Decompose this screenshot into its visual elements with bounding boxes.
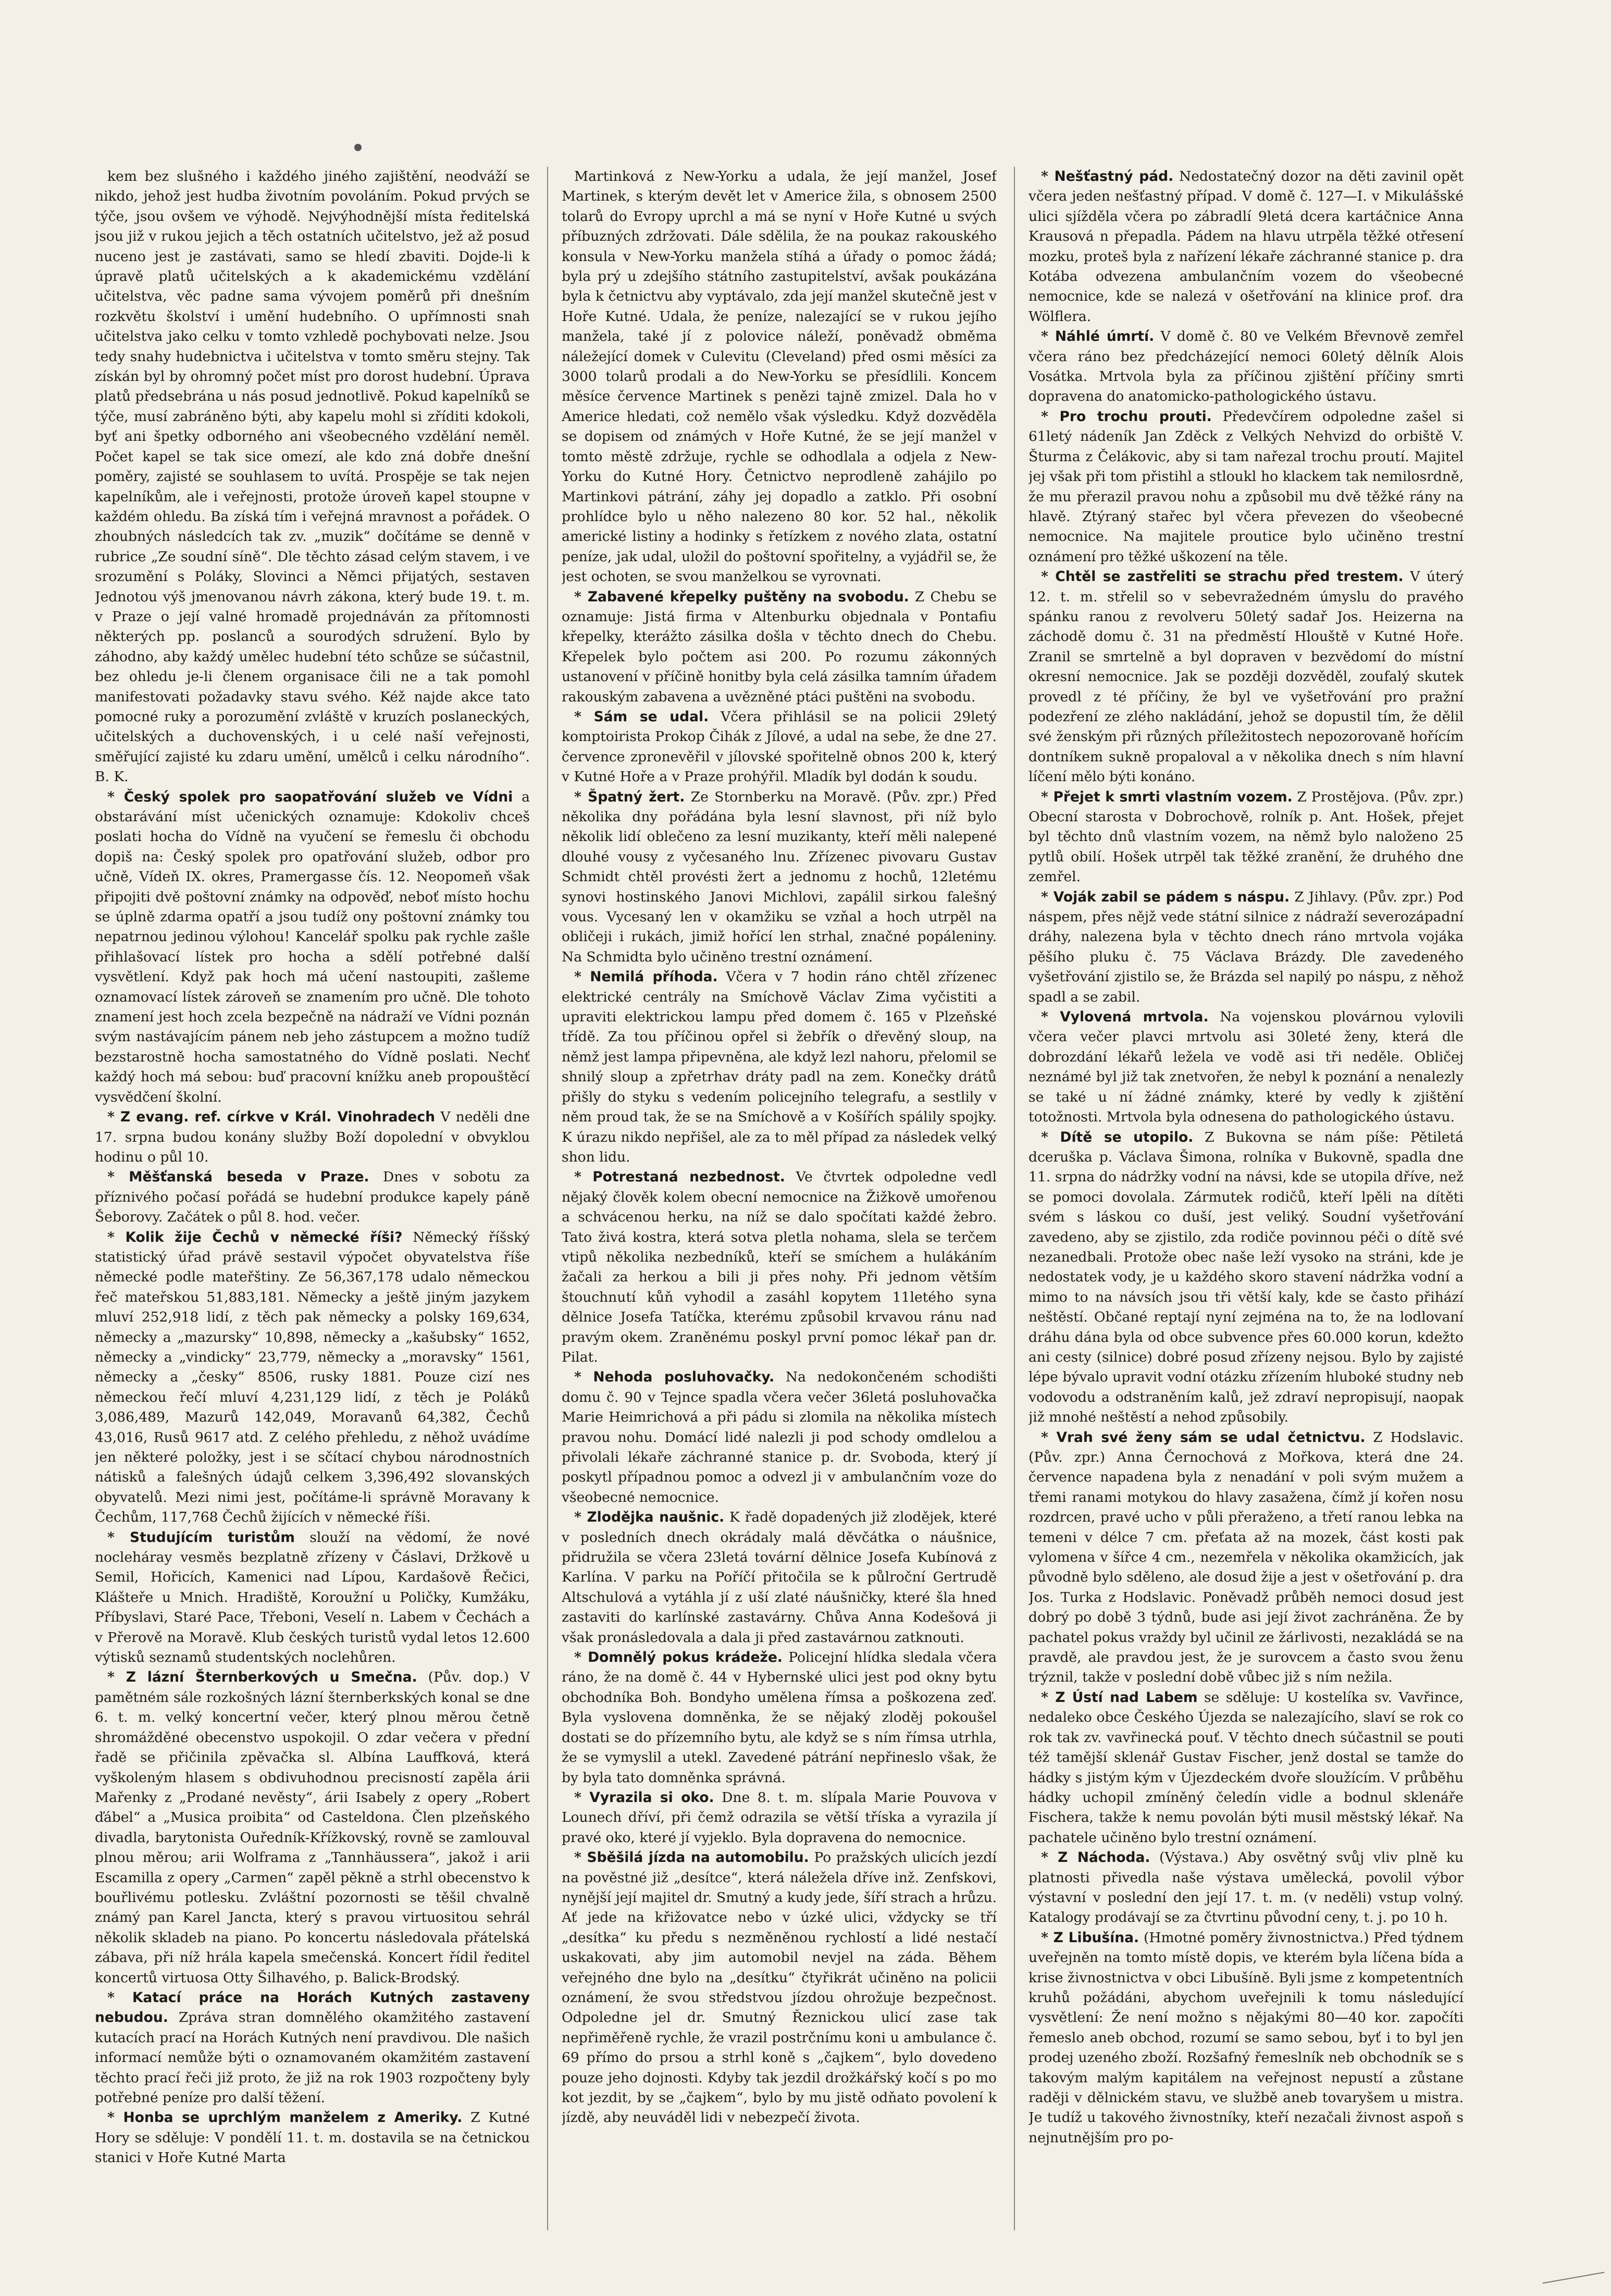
article — [1028, 167, 1464, 327]
article-heading: Voják zabil se pádem s náspu. — [1053, 888, 1290, 905]
article — [95, 1668, 530, 1988]
asterisk-icon: * — [1041, 1689, 1056, 1706]
article-heading: Z evang. ref. církve v Král. Vinohradech — [120, 1109, 435, 1126]
article-text: Z Jihlavy. (Pův. zpr.) Pod náspem, přes nějž vede státní silnice z nádraží severozápadní dráhy, nalezena byla v těchto dnech ráno mrtvola vojáka pěšího pluku č. 75 Václava Brázdy. Dle zavedeného vyšetřování zjistilo se, že Brázda sel napilý po náspu, z něhož spadl a se zabil. — [1028, 888, 1464, 1005]
article-heading: Měšťanská beseda v Praze. — [129, 1169, 369, 1186]
asterisk-icon: * — [574, 969, 590, 985]
article — [1028, 1007, 1464, 1127]
article-text: Předevčírem odpoledne zašel si 61letý nádeník Jan Zděck z Velkých Nehvizd do orbiště V. Šturma z Čelákovic, aby si tam nařezal trochu proutí. Majitel jej však při tom přistihl a stloukl ho klackem tak nemilosrdně, že mu přerazil pravou nohu a způsobil mu dvě těžké rány na hlavě. Ztýraný stařec byl včera převezen do všeobecné nemocnice. Na majitele proutice bylo učiněno trestní oznámení pro těžké uškození na těle. — [1028, 408, 1464, 565]
article-heading: Domnělý pokus krádeže. — [588, 1649, 783, 1666]
article — [1028, 567, 1464, 787]
article — [1028, 1128, 1464, 1428]
article-text: (Hmotné poměry živnostnictva.) Před týdnem uveřejněn na tomto místě dopis, ve kterém byla líčena bída a krise živnostnictva v obci Libušíně. Byli jsme z kompetentních kruhů požádáni, abychom uveřejnili k tomu následující vysvětlení: Že není možno s nějakými 80—40 kor. započíti řemeslo aneb obchod, rozumí se samo sebou, byť i to byl jen prodej uzeného zboží. Rozšafný řemeslník neb obchodník se s takovým malým kapitálem na veřejnost nepustí a zůstane raději v dělnickém stavu, ve službě aneb tovaryšem u mistra. Je tudíž u takového živnostníky, kteří nezačali živnost aspoň s nejnutnějším pro po- — [1028, 1929, 1464, 2146]
asterisk-icon: * — [107, 2109, 123, 2126]
article-text: Policejní hlídka sledala včera ráno, že na domě č. 44 v Hybernské ulici jest pod okny bytu obchodníka Boh. Bondyho umělena římsa a poškozena zeď. Byla vyslovena domněnka, že se nějaký zloděj pokoušel dostati se do přízemního bytu, ale když se s ním římsa utrhla, že se vymyslil a utekl. Zavedené pátrání nepřineslo však, že by byla tato domněnka správná. — [562, 1649, 997, 1786]
article — [1028, 1688, 1464, 1848]
article-heading: Honba se uprchlým manželem z Ameriky. — [123, 2109, 463, 2126]
article-heading: Studujícím turistům — [130, 1529, 295, 1546]
asterisk-icon: * — [574, 788, 588, 805]
asterisk-icon: * — [1041, 888, 1054, 905]
asterisk-icon: * — [1041, 569, 1056, 585]
article-heading: Náhlé úmrtí. — [1055, 328, 1155, 345]
asterisk-icon: * — [1041, 328, 1055, 345]
article — [562, 1367, 997, 1508]
article-text: Na vojenskou plovárnou vylovili včera večer plavci mrtvolu asi 30leté ženy, která dle dobrozdání lékařů ležela ve vodě asi tři neděle. Obličej neznámé byl již tak znetvořen, že nebyl k poznání a nenalezly se také u ní žádné známky, které by vedly k zjištění totožnosti. Mrtvola byla odnesena do pathologického ústavu. — [1028, 1009, 1464, 1126]
column-2 — [562, 167, 997, 2230]
article — [562, 967, 997, 1167]
asterisk-icon: * — [1041, 788, 1054, 805]
article-text: kem bez slušného i každého jiného zajištění, neodváží se nikdo, jehož jest hudba životním povoláním. Pokud prvých se týče, jsou ovšem ve výhodě. Nejvýhodnější místa ředitelská jsou již v rukou jejich a těch ostatních učitelstvo, jež až posud nuceno jest je zastávati, samo se hledí zbaviti. Dojde-li k úpravě platů učitelských a k akademickému vzdělání učitelstva, věc padne sama vývojem poměrů při dnešním rozkvětu školství i umění hudebního. O upřímnosti snah učitelstva jako celku v tomto vzhledě pochybovati nelze. Jsou tedy snahy hudebnictva i učitelstva v tomto směru stejny. Tak získán byl by ohromný počet míst pro dorost hudební. Úprava platů předsebrána u nás posud jednotlivě. Pokud kapelníků se týče, musí zabráněno býti, aby kapelu mohl si zříditi kdokoli, byť ani špetky odborného ani všeobecného vzdělání neměl. Počet kapel se tak sice omezí, ale kdo zná dobře dnešní poměry, zajisté se souhlasem to uvítá. Prospěje se tak nejen kapelníkům, ale i veřejnosti, protože úroveň kapel stoupne v každém ohledu. Ba získá tím i veřejná mravnost a pořádek. O zhoubných následcích tak zv. „muzik“ dočítáme se denně v rubrice „Ze soudní síně“. Dle těchto zásad celým stavem, i ve srozumění s Poláky, Slovinci a Němci přijatých, sestaven Jednotou výš jmenovanou návrh zákona, který bude 19. t. m. v Praze o její valné hromadě projednáván za přítomnosti některých pp. poslanců a sourodých sdružení. Bylo by záhodno, aby každý umělec hudební této schůze se súčastnil, bez ohledu je-li členem organisace čili ne a tak pomohl manifestovati požadavky stavu svého. Kéž najde akce tato pomocné ruky a porozumění zvláště v kruzích poslaneckých, učitelských a duchovenských, i u celé naší veřejnosti, směřující zajisté ku zdaru umění, umělců i celku národního“. B. K. — [95, 168, 530, 785]
asterisk-icon: * — [107, 788, 124, 805]
article-heading: Chtěl se zastřeliti se strachu před trestem. — [1055, 569, 1404, 585]
article-text: Z Kutné Hory se sděluje: V pondělí 11. t. m. dostavila se na četnickou stanici v Hoře Kutné Marta — [95, 2109, 530, 2166]
article-text: Na nedokončeném schodišti domu č. 90 v Tejnce spadla včera večer 36letá posluhovačka Marie Heimrichová a při pádu si zlomila na několika místech pravou nohu. Domácí lidé nalezli ji pod schody omdlelou a přivolali lékaře záchranné stanice p. dr. Svoboda, který jí poskytl případnou pomoc a odvezl ji v ambulančním voze do všeobecné nemocnice. — [562, 1369, 997, 1505]
article — [562, 587, 997, 707]
article-text: Po pražských ulicích jezdí na pověstné již „desítce“, která náležela dříve inž. Zenfskovi, nynější její majitel dr. Smutný a kudy jede, šíří strach a hrůzu. Ať jede na křižovatce nebo v úzké ulici, vždycky se tří „desítka“ ku předu s nezměněnou rychlostí a lidé nestačí uskakovati, aby jim automobil nevjel na záda. Během veřejného dne bylo na „desítku“ čtyřikrát učiněno na policii oznámení, že svou středstvou jízdou ohrožuje bezpečnost. Odpoledne jel dr. Smutný Řeznickou ulicí zase tak nepřiměřeně rychle, že vrazil postrčnímu koni u ambulance č. 69 přímo do prsou a strhl koně s „čajkem“, bylo dovedeno pouze jeho dojnosti. Kdyby tak jezdil drožkářský kočí s po mo kot jezdit, by se „čajkem“, bylo by mu jistě odňato povolení k jízdě, aby neuváděl lidi v nebezpečí života. — [562, 1849, 997, 2126]
article — [95, 1988, 530, 2108]
column-3 — [1028, 167, 1464, 2230]
article-text: (Pův. dop.) V pamětném sále rozkošných lázní šternberkských konal se dne 6. t. m. velký koncertní večer, který plnou měrou četně shromážděné obecenstvo uspokojil. O zdar večera v přední řadě se přičinila zpěvačka sl. Albína Lauffková, která vyškoleným hlasem s obdivuhodnou precisností zapěla árii Mařenky z „Prodané nevěsty“, árii Isabely z opery „Robert ďábel“ a „Musica proibita“ od Casteldona. Člen plzeňského divadla, barytonista Ouředník-Křížkovský, rovně se zamlouval plnou měrou; arii Wolframa z „Tannhäussera“, jakož i arii Escamilla z opery „Carmen“ zapěl pěkně a strhl obecenstvo k bouřlivému potlesku. Zvláštní pozornosti se těšil chvalně známý pan Karel Jancta, který s pravou virtuositou sehrál několik skladeb na piano. Po koncertu následovala přátelská zábava, při níž hrála kapela smečenská. Koncert řídil ředitel koncertů virtuosa Otty Šilhavého, p. Balick-Brodský. — [95, 1669, 530, 1986]
asterisk-icon: * — [107, 1109, 120, 1126]
article-text: Včera v 7 hodin ráno chtěl zřízenec elektrické centrály na Smíchově Václav Zima vyčistiti a upraviti elektrickou lampu před domem č. 165 v Plzeňské třídě. Za tou příčinou opřel si žebřík o dřevěný sloup, na němž jest lampa připevněna, ale když lezl nahoru, přelomil se shnilý sloup a zpřetrhav dráty padl na zem. Konečky drátů přišly do styku s vedením policejního telegrafu, a sestlily v něm proud tak, že se na Smíchově a v Košířích spálily spojky. K úrazu nikdo nepřišel, ale za to měl případ za následek velký shon lidu. — [562, 969, 997, 1165]
article — [1028, 887, 1464, 1007]
article — [95, 2108, 530, 2168]
article-text: a obstarávání míst učenických oznamuje: Kdokoliv chceš poslati hocha do Vídně na vyučení se řemeslu či obchodu dopiš na: Český spolek pro opatřování služeb, odbor pro učně, Vídeň IX. okres, Pramergasse čís. 12. Neopomeň však připojiti dvě poštovní známky na odpověď, neboť místo hochu se úplně zdarma opatří a jsou tudíž ony poštovní známky tou nepatrnou jedinou výlohou! Kancelář spolku pak rychle zašle přihlašovací lístek pro hocha a sdělí potřebné další vysvětlení. Když pak hoch má učení nastoupiti, zašleme oznamovací lístek zároveň se znamením pro učně. Dle tohoto znamení jest hoch zcela bezpečně na nádraží ve Vídni poznán svým nastávajícím pánem neb jeho zástupcem a možno tudíž bezstarostně hocha samostatného do Vídně poslati. Nechť každý hoch má sebou: buď pracovní knížku aneb propouštěcí vysvědčení školní. — [95, 788, 530, 1105]
article-heading: Sběšilá jízda na automobilu. — [587, 1849, 809, 1866]
article — [1028, 787, 1464, 887]
article — [95, 1228, 530, 1528]
article-text: Z Hodslavic. (Pův. zpr.) Anna Černochová z Mořkova, která dne 24. července napadena byla z nenadání v poli svým mužem a třemi ranami motykou do hlavy zasažena, čímž jí kořen nosu rozdrcen, pravé ucho v půli přeraženo, a třetí ranou lebka na temeni v délce 7 cm. přeťata až na mozek, část kosti pak vylomena v šířce 4 cm., nezemřela v několika okamžicích, jak původně bylo sděleno, ale dosud žije a jest v ošetřování p. dra Jos. Turka z Hodslavic. Poněvadž průběh nemoci dosud jest dobrý po době 3 týdnů, bude asi její život zachráněna. Že by pachatel pokus vraždy byl učinil ze žárlivosti, nezakládá se na pravdě, ale pravdou jest, že je surovcem a často svou ženu trýznil, takže v poslední době vůbec již s ním nežila. — [1028, 1429, 1464, 1686]
article-text: Zpráva stran domnělého okamžitého zastavení kutacích prací na Horách Kutných není pravdivou. Dle našich informací nemůže býti o oznamovaném okamžitém zastavení těchto prací řeči již proto, že již na rok 1903 rozpočteny byly potřebné peníze pro další těžení. — [95, 2009, 530, 2106]
article-heading: Český spolek pro saopatřování služeb ve Vídni — [123, 788, 513, 805]
asterisk-icon: * — [574, 588, 588, 605]
article — [562, 787, 997, 968]
article-heading: Katací práce na Horách Kutných zastaveny nebudou. — [95, 1989, 530, 2026]
article-text: Z Chebu se oznamuje: Jistá firma v Altenburku objednala v Pontafiu křepelky, kterážto zásilka došla v těchto dnech do Chebu. Křepelek bylo počtem asi 200. Po rozumu zákonných ustanovení v příčině honitby byla celá zásilka tamním úřadem rakouským zabavena a uvězněné ptáci puštěni na svobodu. — [562, 588, 997, 705]
article-text: Z Bukovna se nám píše: Pětiletá dceruška p. Václava Šimona, rolníka v Bukovně, spadla dne 11. srpna do nádržky vodní na návsi, kde se utopila dříve, než se pomoci dovolala. Zármutek rodičů, kteří lpěli na dítěti svém s láskou co duší, jest veliký. Soudní vyšetřování zavedeno, aby se zjistilo, zda rodiče povinnou péči o dítě své nezanedbali. Protože obec naše leží vysoko na stráni, kde je nedostatek vody, je u každého skoro stavení nádržka vodní a mimo to na návsích jsou tři větší kaly, kde se často přihází neštěstí. Občané reptají nyní zejména na to, že na lodlovaní dráhu dána byla od obce subvence přes 60.000 korun, kdežto ani cesty (silnice) dobré posud zřízeny nejsou. Bylo by zajisté lépe bývalo upravit vodní otázku zřízením hluboké studny neb vodovodu a odstraněním kalů, jež zdraví nepropisují, naopak již mnohé neštěstí a nehod způsobily. — [1028, 1129, 1464, 1426]
column-divider — [547, 167, 548, 2230]
article-heading: Vylovená mrtvola. — [1060, 1009, 1209, 1026]
article — [1028, 1848, 1464, 1928]
article — [1028, 1928, 1464, 2148]
article — [95, 167, 530, 787]
article — [562, 707, 997, 787]
asterisk-icon: * — [574, 708, 594, 725]
page-corner-mark — [1543, 2272, 1605, 2284]
article — [95, 1167, 530, 1227]
article-heading: Nehoda posluhovačky. — [593, 1369, 775, 1386]
asterisk-icon: * — [574, 1369, 593, 1386]
article-text: Dne 8. t. m. slípala Marie Pouvova v Lounech dříví, při čemž odrazila se větší tříska a vyrazila jí pravé oko, které jí vyjeklo. Byla dopravena do nemocnice. — [562, 1789, 997, 1846]
asterisk-icon: * — [107, 1169, 129, 1186]
asterisk-icon: * — [107, 1229, 126, 1245]
article — [562, 1508, 997, 1648]
page-dot — [354, 144, 362, 151]
asterisk-icon: * — [574, 1849, 587, 1866]
asterisk-icon: * — [1041, 1429, 1057, 1446]
article-text: Ze Stornberku na Moravě. (Pův. zpr.) Před několika dny pořádána byla lesní slavnost, při níž bylo několik lidí oblečeno za lesní muzikanty, kteří měli nalepené dlouhé vousy z vyčesaného lnu. Zřízenec pivovaru Gustav Schmidt chtěl provésti žert a jednomu z hochů, 12letému synovi hostinského Janovi Michlovi, zapálil sirkou falešný vous. Vycesaný len v okamžiku se vzňal a hoch utrpěl na obličeji i rukách, jimiž hořící len strhal, značné popáleniny. Na Schmidta bylo učiněno trestní oznámení. — [562, 788, 997, 965]
article-heading: Z Ústí nad Labem — [1055, 1689, 1198, 1706]
article-text: (Výstava.) Aby osvětný svůj vliv plně ku platnosti přivedla naše výstava umělecká, povolil výbor výstavní v poslední den její 17. t. m. (v neděli) vstup volný. Katalogy prodávají se za čtvrtinu původní ceny, t. j. po 10 h. — [1028, 1849, 1464, 1926]
asterisk-icon: * — [1041, 1929, 1054, 1946]
article-text: Ve čtvrtek odpoledne vedl nějaký člověk kolem obecní nemocnice na Žižkově umořenou a schvácenou herku, na níž se dalo spočítati každé žebro. Tato živá kostra, která sotva pletla nohama, slela se terčem vtipů několika nezbedníků, kteří se smíchem a hulákáním žačali za herkou a bili ji přes nohy. Při jednom větším štouchnutí kůň vyhodil a zasáhl kopytem 11letého syna dělnice Josefa Tatíčka, kterému způsobil krvavou ránu nad pravým okem. Zraněnému poskyl první pomoc lékař pan dr. Pilat. — [562, 1169, 997, 1365]
article-heading: Špatný žert. — [588, 788, 685, 805]
asterisk-icon: * — [107, 1989, 132, 2006]
asterisk-icon: * — [1041, 1849, 1058, 1866]
article — [562, 1848, 997, 2128]
article-heading: Kolik žije Čechů v německé říši? — [125, 1229, 403, 1245]
article-heading: Přejet k smrti vlastním vozem. — [1053, 788, 1293, 805]
article — [562, 1648, 997, 1788]
asterisk-icon: * — [574, 1649, 588, 1666]
article-heading: Potrestaná nezbednost. — [592, 1169, 785, 1186]
article-text: se sděluje: U kostelíka sv. Vavřince, nedaleko obce Českého Újezda se nalezajícího, slaví se rok co rok tak zv. vavřinecká pouť. V těchto dnech súčastnil se pouti též tamější sklenář Gustav Fischer, jenž dostal se tamže do hádky s jistým kým v Újezdeckém dvoře sloužícím. V průběhu hádky uchopil zmíněný čeledín vidle a bodnul sklenáře Fischera, takže k nemu povolán býti musil městský lékař. Na pachatele učiněno bylo trestní oznámení. — [1028, 1689, 1464, 1846]
article-heading: Vrah své ženy sám se udal četnictvu. — [1056, 1429, 1366, 1446]
article-text: Nedostatečný dozor na děti zavinil opět včera jeden nešťastný případ. V domě č. 127—I. v Mikulášské ulici sjíždělа včera po zábradlí 9letá dcera kartáčnice Anna Krausová n přepadla. Pádem na hlavu utrpěla těžké otřesení mozku, proteš byla z nařízení lékaře záchranné stanice p. dra Kotába odvezena ambulančním vozem do všeobecné nemocnice, kde se nalezá v ošetřování na klinice prof. dra Wölflera. — [1028, 168, 1464, 325]
article — [95, 787, 530, 1108]
article-heading: Nemilá příhoda. — [590, 969, 718, 985]
article-text: Včera přihlásil se na policii 29letý komptoiristа Prokop Čihák z Jílové, a udal na sebe, že dne 27. července zpronevěřil v jílovské spořitelně obnos 200 k, který v Kutné Hoře a v Praze prohýřil. Mladík byl dodán k soudu. — [562, 708, 997, 785]
article-heading: Z Libušína. — [1053, 1929, 1139, 1946]
article-text: V neděli dne 17. srpna budou konány služby Boží dopolední v obvyklou hodinu o půl 10. — [95, 1109, 530, 1165]
asterisk-icon: * — [1041, 1129, 1060, 1145]
asterisk-icon: * — [1041, 408, 1060, 425]
article — [1028, 407, 1464, 567]
article-heading: Dítě se utopilo. — [1060, 1129, 1194, 1145]
article-heading: Z Náchoda. — [1058, 1849, 1150, 1866]
article-text: Dnes v sobotu za příznivého počasí pořádá se hudební produkce kapely páně Šeborovy. Začátek o půl 8. hod. večer. — [95, 1169, 530, 1226]
asterisk-icon: * — [574, 1169, 593, 1186]
column-divider — [1014, 167, 1015, 2230]
column-1 — [95, 167, 530, 2230]
article-text: Z Prostějova. (Pův. zpr.) Obecní starosta v Dobrochově, rolník p. Ant. Hošek, přejet byl těchto dnů vlastním vozem, na němž bylo naloženo 25 pytlů obilí. Hošek utrpěl tak těžké zranění, že druhého dne zemřel. — [1028, 788, 1464, 885]
asterisk-icon: * — [1041, 168, 1055, 184]
article-heading: Z lázní Šternberkových u Smečna. — [126, 1669, 417, 1686]
article — [1028, 327, 1464, 407]
article — [562, 1167, 997, 1367]
article-text: V úterý 12. t. m. střelil so v sebevražedném úmyslu do pravého spánku ranou z revolveru 50letý sadař Jos. Heizerna na záchodě domu č. 31 na předměstí Hlouště v Kutné Hoře. Zranil se smrtelně a byl dopraven v bezvědomí do místní okresní nemocnice. Jak se později dozvěděl, zoufalý skutek provedl z té příčiny, že byl ve vyšetřování pro pražní podezření ze zlého nakládání, jehož se dopustil tím, že dělil své ženským při různých příležitostech nepozorovaně hořícím dontníkem sukně propaloval a v několika dnech s ním hlavní líčení mělo býti konáno. — [1028, 569, 1464, 785]
article — [562, 1788, 997, 1848]
article — [1028, 1428, 1464, 1688]
asterisk-icon: * — [574, 1789, 590, 1806]
article-text: slouží na vědomí, že nové nocleháray vesměs bezplatně zřízeny v Čáslavi, Držkově u Semil, Hořicích, Kamenici nad Lípou, Kardašově Řečici, Klášteře u Mnich. Hradiště, Koroužní u Poličky, Kumžáku, Příbyslavi, Staré Pace, Třeboni, Veselí n. Labem v Čechách a v Přerově na Moravě. Klub českých turistů vydal letos 12.600 výtisků seznamů studentských noclehůren. — [95, 1529, 530, 1666]
article-heading: Vyrazila si oko. — [589, 1789, 714, 1806]
asterisk-icon: * — [574, 1509, 587, 1526]
article — [562, 167, 997, 587]
article — [95, 1107, 530, 1167]
asterisk-icon: * — [1041, 1009, 1060, 1026]
asterisk-icon: * — [107, 1529, 130, 1546]
article-heading: Pro trochu prouti. — [1059, 408, 1212, 425]
asterisk-icon: * — [107, 1669, 126, 1686]
article-text: K řadě dopadených již zlodějek, které v posledních dnech okrádaly malá děvčátka o náušnice, přidružila se včera 23letá tovární dělnice Josefa Kubínová z Karlína. V parku na Poříčí přitočila se k půlroční Gertrudě Altschulová a vytáhla jí z uší zlaté náušničky, které šla hned zastaviti do karlínské zastavárny. Chůva Anna Kodešová ji však pronásledovala a dala ji před zastavárnou zatknouti. — [562, 1509, 997, 1646]
article-heading: Sám se udal. — [593, 708, 709, 725]
article-heading: Zabavené křepelky puštěny na svobodu. — [587, 588, 909, 605]
article-text: Německý říšský statistický úřad právě sestavil výpočet obyvatelstva říše německé podle mateřštiny. Ze 56,367,178 udalo německou řeč mateřskou 51,883,181. Německy a ještě jiným jazykem mluví 252,918 lidí, z těch pak německy a polsky 169,634, německy a „mazursky“ 10,898, německy a „kašubsky“ 1652, německy a „vindicky“ 23,779, německy a „moravsky“ 1561, německy a „česky“ 8506, rusky 1881. Pouze cizí nes německou řečí mluví 4,231,129 lidí, z těch je Poláků 3,086,489, Mazurů 142,049, Moravanů 64,382, Čechů 43,016, Rusů 9617 atd. Z celého přehledu, z něhož uvádíme jen některé položky, jest i se sčítací chybou národnostních nátisků a falešných údajů celkem 3,396,492 slovanských obyvatelů. Mezi nimi jest, počítáme-li správně Moravany k Čechům, 117,768 Čechů žijících v německé říši. — [95, 1229, 530, 1526]
article-text: V domě č. 80 ve Velkém Břevnově zemřel včera ráno bez předcházející nemoci 60letý dělník Alois Vosátka. Mrtvola byla za příčinou zjištění příčiny smrti dopravena do anatomicko-pathologického ústavu. — [1028, 328, 1464, 405]
article — [95, 1528, 530, 1668]
article-heading: Nešťastný pád. — [1054, 168, 1174, 184]
article-heading: Zlodějka naušnic. — [587, 1509, 725, 1526]
article-text: Martinková z New-Yorku a udala, že její manžel, Josef Martinek, s kterým devět let v Americe žila, s obnosem 2500 tolarů do Evropy uprchl a má se nyní v Hoře Kutné u svých příbuzných zdržovati. Dále sdělila, že na poukaz rakouského konsula v New-Yorku manžela stíhá a úřady o pomoc žádá; byla prý u zdejšího státního zastupitelství, avšak poukázána byla k četnictvu aby vyptávalo, zda její manžel skutečně jest v Hoře Kutné. Udala, že peníze, nalezající se v rukou jejího manžela, také jí z polovice náleží, poněvadž obměma náležející domek v Culevitu (Cleveland) před osmi měsíci za 3000 tolarů prodali a do New-Yorku se přesídlili. Koncem měsíce července Martinek s penězi tajně zmizel. Dala ho v Americe hledati, což nemělo však výsledku. Když dozvěděla se dopisem od známých v Hoře Kutné, že se její manžel v tomto městě zdržuje, rychle se odhodlala a odjela z New-Yorku do Kutné Hory. Četnictvo neprodleně zahájilo po Martinkovi pátrání, záhy jej dopadlo a zatklo. Při osobní prohlídce bylo u něho nalezeno 80 kor. 52 hal., několik americké listiny a hodinky s řetízkem z nového zlata, ostatní peníze, jak udal, uložil do poštovní spořitelny, a vyjádřil se, že jest ochoten, se svou manželkou se vyrovnati. — [562, 168, 997, 585]
